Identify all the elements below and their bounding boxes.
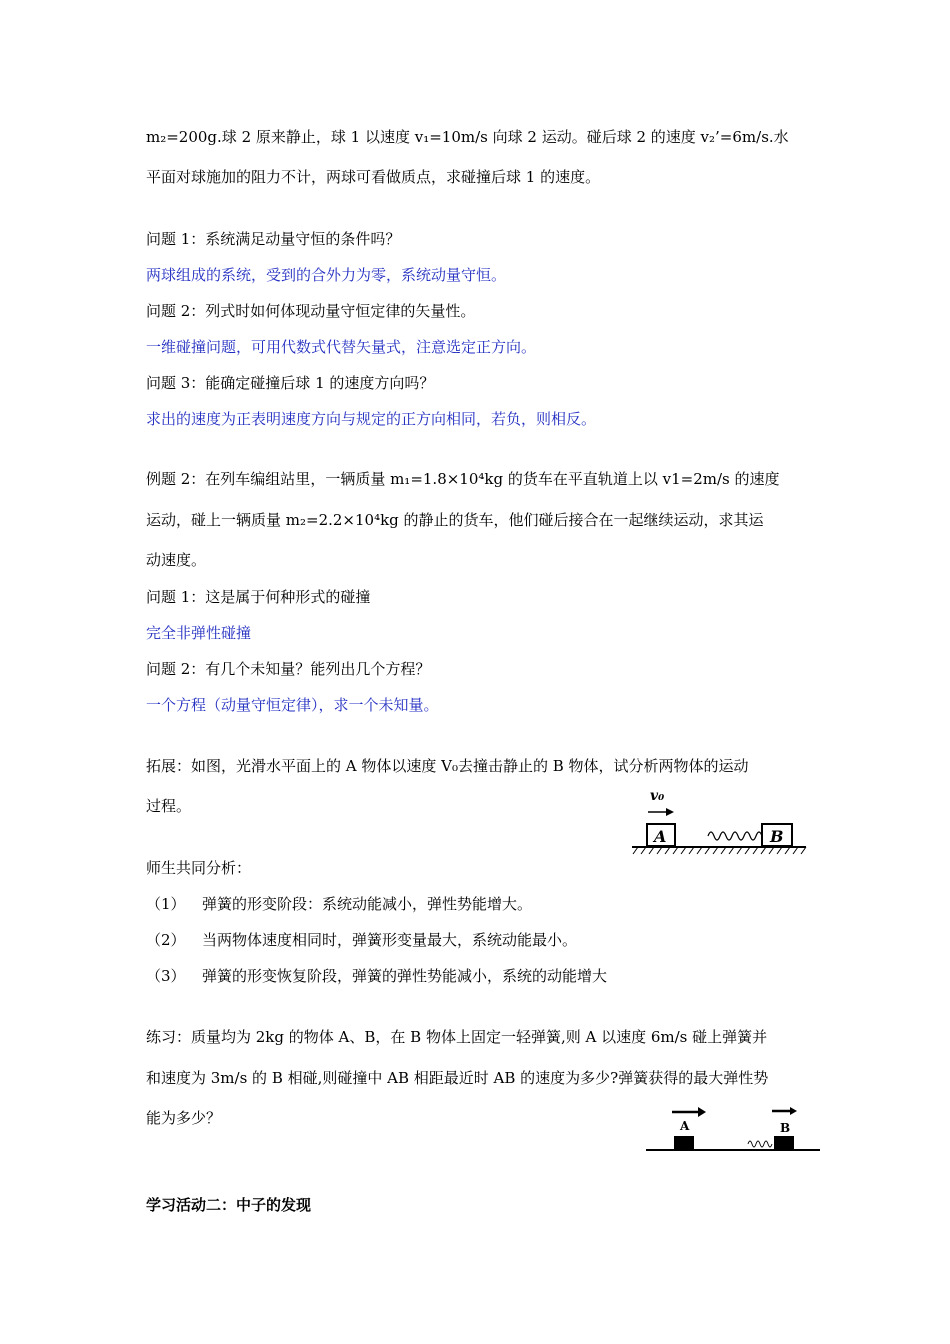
example2-line-1: 例题 2：在列车编组站里，一辆质量 m₁=1.8×10⁴kg 的货车在平直轨道上以 v1=2m/s 的速度 — [146, 470, 780, 488]
arrow-a-icon — [672, 1107, 706, 1117]
block-a-label-2: A — [680, 1119, 690, 1133]
block-b-label-2: B — [780, 1121, 791, 1135]
question-2: 问题 2：列式时如何体现动量守恒定律的矢量性。 — [146, 302, 476, 320]
example2-question-1: 问题 1：这是属于何种形式的碰撞 — [146, 588, 371, 606]
analysis-item-3-num: （3） — [146, 967, 186, 985]
analysis-item-2 — [146, 930, 577, 950]
example2-line-3: 动速度。 — [146, 551, 207, 569]
block-a-label: A — [654, 827, 667, 846]
exercise-line-3: 能为多少？ — [146, 1109, 222, 1127]
analysis-item-2-num: （2） — [146, 931, 186, 949]
analysis-item-1-text: 弹簧的形变阶段：系统动能减小，弹性势能增大。 — [202, 895, 533, 913]
example2-line-2: 运动，碰上一辆质量 m₂=2.2×10⁴kg 的静止的货车，他们碰后接合在一起继续运动，求其运 — [146, 511, 764, 529]
analysis-item-2-text: 当两物体速度相同时，弹簧形变量最大，系统动能最小。 — [202, 931, 578, 949]
velocity-arrow — [648, 808, 674, 816]
question-1: 问题 1：系统满足动量守恒的条件吗？ — [146, 230, 401, 248]
arrow-b-icon — [772, 1107, 797, 1115]
analysis-title: 师生共同分析： — [146, 859, 252, 877]
answer-1: 两球组成的系统，受到的合外力为零，系统动量守恒。 — [146, 266, 507, 284]
exercise-line-2: 和速度为 3m/s 的 B 相碰,则碰撞中 AB 相距最近时 AB 的速度为多少?弹簧获得的最大弹性势 — [146, 1069, 769, 1087]
analysis-item-1 — [146, 894, 532, 914]
exercise-line-1: 练习：质量均为 2kg 的物体 A、B，在 B 物体上固定一轻弹簧,则 A 以速度 6m/s 碰上弹簧并 — [146, 1028, 768, 1046]
spring-icon-2 — [748, 1141, 772, 1147]
collision-spring-figure — [630, 784, 810, 858]
answer-2: 一维碰撞问题，可用代数式代替矢量式，注意选定正方向。 — [146, 338, 537, 356]
answer-3: 求出的速度为正表明速度方向与规定的正方向相同，若负，则相反。 — [146, 410, 597, 428]
example2-question-2: 问题 2：有几个未知量？能列出几个方程？ — [146, 660, 431, 678]
analysis-item-3 — [146, 966, 607, 986]
extension-line-2: 过程。 — [146, 797, 192, 815]
section-heading: 学习活动二：中子的发现 — [146, 1196, 312, 1214]
example2-answer-2: 一个方程（动量守恒定律），求一个未知量。 — [146, 696, 439, 714]
example1-line-1: m₂=200g.球 2 原来静止，球 1 以速度 v₁=10m/s 向球 2 运动。碰后球 2 的速度 v₂’=6m/s.水 — [146, 128, 789, 146]
block-a-2 — [674, 1136, 694, 1150]
analysis-item-3-text: 弹簧的形变恢复阶段，弹簧的弹性势能减小，系统的动能增大 — [202, 967, 608, 985]
example1-line-2: 平面对球施加的阻力不计，两球可看做质点，求碰撞后球 1 的速度。 — [146, 168, 601, 186]
exercise-figure — [644, 1100, 822, 1156]
analysis-item-1-num: （1） — [146, 895, 186, 913]
ground-hatching — [633, 847, 806, 854]
velocity-label: v₀ — [650, 788, 665, 804]
block-b-2 — [774, 1136, 794, 1150]
example2-answer-1: 完全非弹性碰撞 — [146, 624, 252, 642]
question-3: 问题 3：能确定碰撞后球 1 的速度方向吗？ — [146, 374, 435, 392]
extension-line-1: 拓展：如图，光滑水平面上的 A 物体以速度 V₀去撞击静止的 B 物体，试分析两物体的运动 — [146, 757, 749, 775]
block-b-label: B — [770, 827, 784, 846]
